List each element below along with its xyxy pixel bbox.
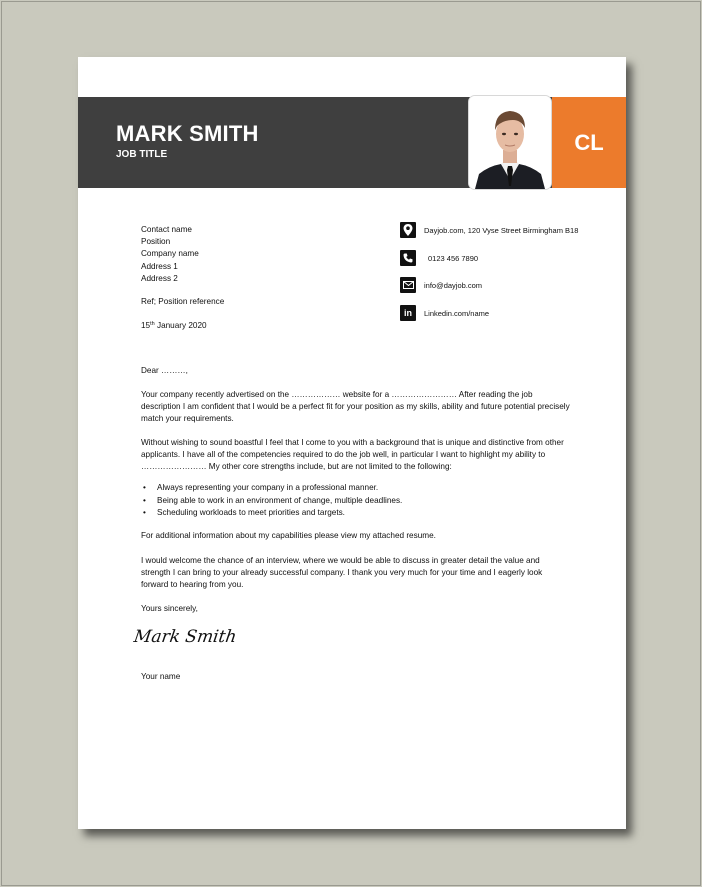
recipient-address-1: Address 1 bbox=[141, 261, 178, 271]
date-month-year: January 2020 bbox=[154, 321, 207, 330]
paragraph-1: Your company recently advertised on the ……………… website for a …………………… After reading the job description I am confident that I would be a perfect fit for your position as my skills, ability and future potential precisely match your requirements. bbox=[141, 390, 570, 423]
recipient-address-2: Address 2 bbox=[141, 273, 178, 283]
email-icon bbox=[400, 277, 416, 293]
job-title: JOB TITLE bbox=[116, 149, 168, 160]
cover-letter-page bbox=[78, 57, 626, 829]
strengths-list bbox=[141, 482, 402, 520]
paragraph-4: I would welcome the chance of an interview, where we would be able to discuss in greater detail the value and strength I can bring to your already successful company. I thank you very much for your time and I eagerly look forward to hearing from you. bbox=[141, 556, 543, 589]
contact-phone: 0123 456 7890 bbox=[428, 253, 479, 263]
position-reference: Ref; Position reference bbox=[141, 297, 225, 306]
closing: Yours sincerely, bbox=[141, 604, 198, 613]
salutation: Dear ………, bbox=[141, 366, 188, 375]
paragraph-2: Without wishing to sound boastful I feel that I come to you with a background that is unique and distinctive from other applicants. I have all of the competencies required to do the job well, in particular I want to highlight my ability to …………………… My other core strengths include, but are not limited to the following: bbox=[141, 438, 564, 471]
contact-email: info@dayjob.com bbox=[424, 280, 483, 290]
recipient-position: Position bbox=[141, 237, 171, 247]
your-name: Your name bbox=[141, 672, 181, 681]
phone-icon bbox=[400, 250, 416, 266]
handwritten-signature: Mark Smith bbox=[132, 627, 238, 647]
contact-address-row bbox=[400, 222, 578, 238]
bullet-text: Always representing your company in a professional manner. bbox=[157, 483, 379, 492]
contact-linkedin: Linkedin.com/name bbox=[424, 308, 490, 318]
paragraph-3: For additional information about my capabilities please view my attached resume. bbox=[141, 531, 436, 540]
contact-address: Dayjob.com, 120 Vyse Street Birmingham B18 bbox=[424, 225, 579, 235]
list-item: • Always representing your company in a professional manner. bbox=[141, 482, 402, 495]
recipient-address-block bbox=[141, 224, 199, 285]
cl-badge: CL bbox=[574, 129, 604, 155]
profile-photo bbox=[469, 96, 551, 189]
contact-linkedin-row bbox=[400, 305, 489, 321]
recipient-company-name: Company name bbox=[141, 249, 199, 259]
recipient-contact-name: Contact name bbox=[141, 225, 192, 234]
list-item: • Being able to work in an environment of change, multiple deadlines. bbox=[141, 495, 402, 508]
linkedin-icon: in bbox=[400, 305, 416, 321]
letter-date bbox=[141, 321, 207, 330]
bullet-text: Being able to work in an environment of change, multiple deadlines. bbox=[157, 495, 403, 505]
list-item: • Scheduling workloads to meet priorities and targets. bbox=[141, 507, 402, 520]
location-pin-icon bbox=[400, 222, 416, 238]
date-suffix: th bbox=[150, 321, 155, 327]
bullet-text: Scheduling workloads to meet priorities and targets. bbox=[157, 508, 345, 517]
contact-phone-row bbox=[400, 250, 478, 266]
date-day: 15 bbox=[141, 321, 151, 330]
contact-email-row bbox=[400, 277, 482, 293]
applicant-name: MARK SMITH bbox=[116, 121, 259, 146]
